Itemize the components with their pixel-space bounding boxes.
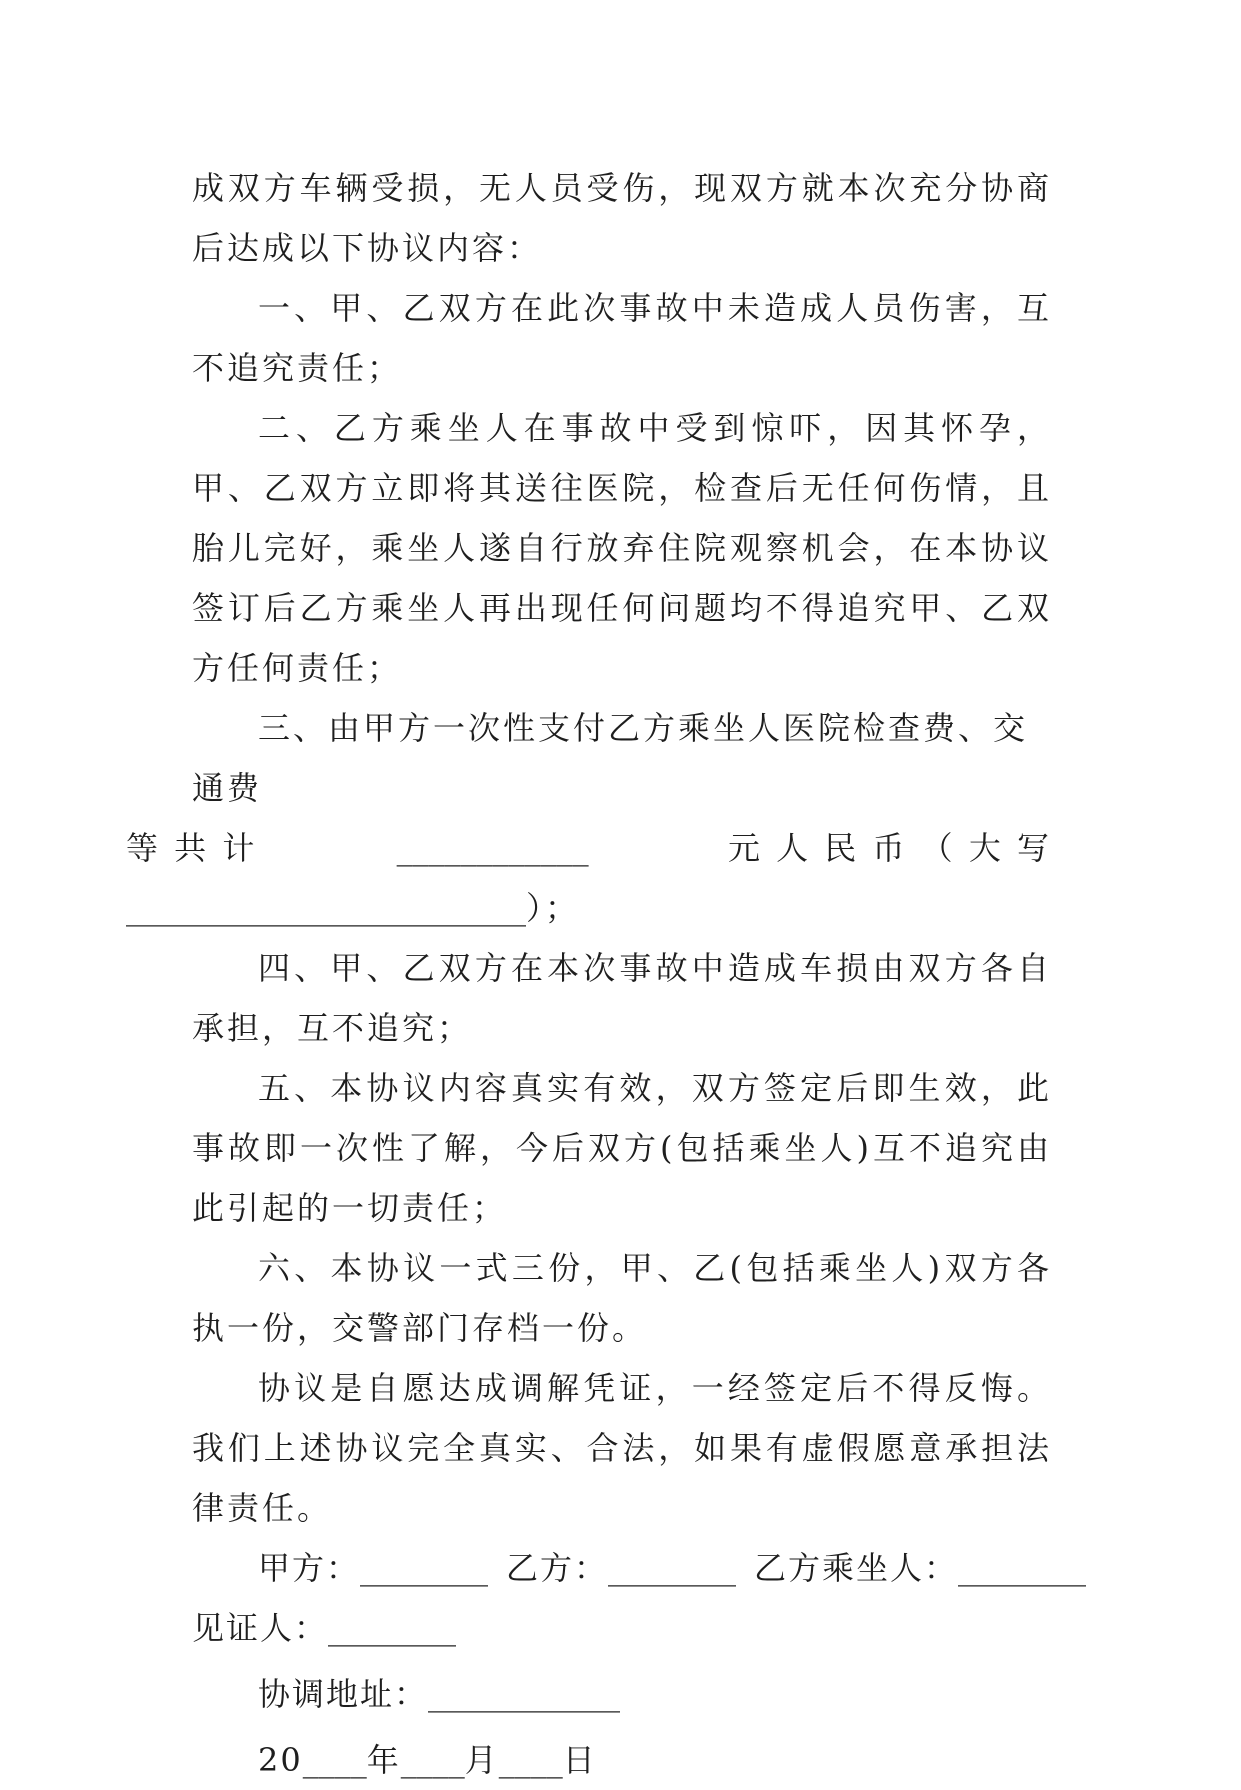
clause-3-caps-line (126, 878, 1052, 938)
clause-6: 六、本协议一式三份，甲、乙(包括乘坐人)双方各执一份，交警部门存档一份。 (192, 1249, 1052, 1347)
address-row (192, 1664, 1052, 1724)
amount-blank[interactable]: ____________ (396, 829, 589, 867)
date-day-blank[interactable]: ____ (498, 1741, 563, 1779)
clause-1: 一、甲、乙双方在此次事故中未造成人员伤害，互不追究责任； (192, 289, 1052, 387)
party-a-signature-blank[interactable]: ________ (360, 1549, 489, 1587)
witness-row (192, 1598, 1052, 1658)
date-month-label: 月 (464, 1741, 499, 1779)
declaration-paragraph: 协议是自愿达成调解凭证，一经签定后不得反悔。 我们上述协议完全真实、合法，如果有虚假愿意承担法律责任。 (192, 1369, 1052, 1527)
date-year-label: 年 (366, 1741, 401, 1779)
paragraph-intro: 成双方车辆受损，无人员受伤，现双方就本次充分协商后达成以下协议内容： (192, 169, 1052, 267)
address-label: 协调地址： (258, 1675, 429, 1713)
clause-3-amount-prefix: 等 共 计 (126, 829, 258, 867)
clause-3-amount-line (126, 818, 1052, 878)
passenger-signature-blank[interactable]: ________ (958, 1549, 1087, 1587)
clause-5: 五、本协议内容真实有效，双方签定后即生效，此事故即一次性了解，今后双方(包括乘坐人)互不追究由此引起的一切责任； (192, 1069, 1052, 1227)
clause-3-text: 三、由甲方一次性支付乙方乘坐人医院检查费、交通费 (192, 709, 1029, 807)
agreement-body (126, 158, 1087, 1790)
clause-3 (126, 698, 1052, 938)
party-b-label: 乙方： (506, 1549, 609, 1587)
clause-2: 二、乙方乘坐人在事故中受到惊吓，因其怀孕，甲、乙双方立即将其送往医院，检查后无任何伤情，且胎儿完好，乘坐人遂自行放弃住院观察机会，在本协议签订后乙方乘坐人再出现任何问题均不得追究甲、乙双方任何责任； (192, 409, 1052, 687)
date-year-blank[interactable]: ____ (302, 1741, 367, 1779)
address-blank[interactable]: ____________ (428, 1675, 621, 1713)
clause-4: 四、甲、乙双方在本次事故中造成车损由双方各自承担，互不追究； (192, 949, 1052, 1047)
party-b-signature-blank[interactable]: ________ (608, 1549, 737, 1587)
date-row (192, 1730, 1052, 1790)
witness-signature-blank[interactable]: ________ (328, 1609, 457, 1647)
amount-capital-blank[interactable]: _________________________ (126, 889, 526, 927)
date-day-label: 日 (562, 1741, 597, 1779)
clause-3-close: ）； (526, 889, 581, 927)
signature-row (192, 1538, 1087, 1598)
party-a-label: 甲方： (258, 1549, 361, 1587)
date-month-blank[interactable]: ____ (400, 1741, 465, 1779)
clause-3-amount-suffix: 元 人 民 币 （ 大 写 (727, 829, 1052, 867)
passenger-label: 乙方乘坐人： (754, 1549, 959, 1587)
date-prefix: 20 (258, 1741, 303, 1779)
witness-label: 见证人： (192, 1609, 329, 1647)
